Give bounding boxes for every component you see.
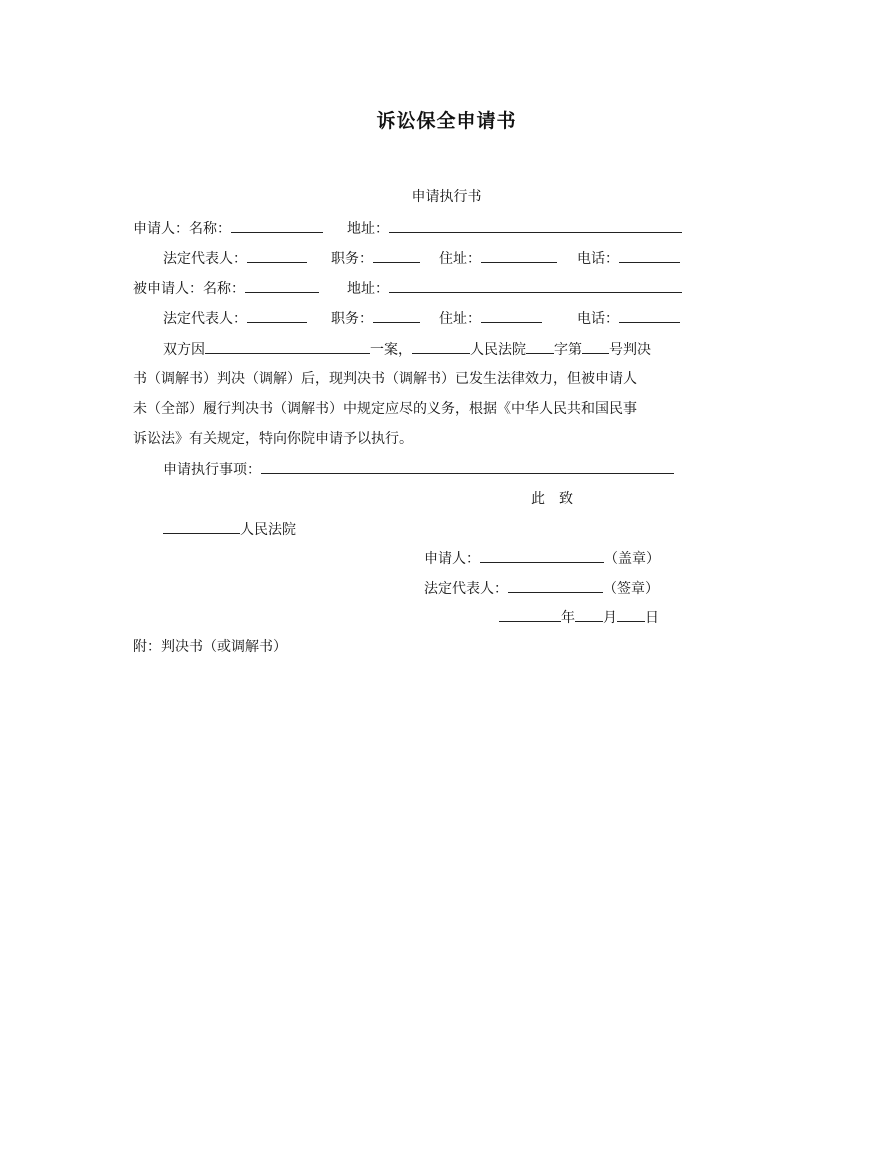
respondent-residence-label: 住址： [439,311,481,327]
applicant-legal-rep-label: 法定代表人： [163,251,247,267]
respondent-legal-rep-label: 法定代表人： [163,311,247,327]
applicant-position-label: 职务： [331,251,373,267]
respondent-legal-rep-blank[interactable] [247,307,307,323]
applicant-address-label: 地址： [347,221,389,237]
body-court: 人民法院 [470,342,526,358]
sign-applicant-label: 申请人： [424,551,480,567]
applicant-residence-label: 住址： [439,251,481,267]
court-blank[interactable] [412,338,470,354]
day-blank[interactable] [617,606,645,622]
applicant-residence-row [439,247,557,269]
applicant-address-row [347,217,682,239]
respondent-position-blank[interactable] [373,307,420,323]
applicant-phone-blank[interactable] [619,247,680,263]
applicant-position-row [331,247,420,269]
subtitle: 申请执行书 [411,189,482,205]
respondent-residence-row [439,307,542,329]
respondent-address-row [347,277,682,299]
body-line-1 [163,338,651,360]
respondent-legal-rep-row [163,307,307,329]
respondent-label: 被申请人： [133,281,203,297]
sign-legal-rep-row [424,577,659,599]
respondent-address-label: 地址： [347,281,389,297]
respondent-residence-blank[interactable] [481,307,542,323]
body-zi: 字第 [554,342,582,358]
applicant-name-blank[interactable] [231,217,323,233]
body-line-3: 未（全部）履行判决书（调解书）中规定应尽的义务，根据《中华人民共和国民事 [133,401,637,417]
hao-blank[interactable] [582,338,609,354]
day-label: 日 [645,610,659,626]
applicant-phone-label: 电话： [577,251,619,267]
body-start: 双方因 [163,342,205,358]
applicant-residence-blank[interactable] [481,247,557,263]
sign-applicant-row [424,547,660,569]
respondent-position-label: 职务： [331,311,373,327]
month-blank[interactable] [575,606,603,622]
court-row [163,518,296,540]
zi-blank[interactable] [526,338,554,354]
applicant-legal-rep-row [163,247,307,269]
items-row [163,458,674,480]
items-label: 申请执行事项： [163,462,261,478]
body-hao: 号判决 [609,342,651,358]
sign-legal-rep-label: 法定代表人： [424,581,508,597]
respondent-name-label: 名称： [203,281,245,297]
body-line-4: 诉讼法》有关规定，特向你院申请予以执行。 [133,431,413,447]
respondent-row [133,277,319,299]
seal-label: （盖章） [604,551,660,567]
applicant-phone-row [577,247,680,269]
year-blank[interactable] [499,606,561,622]
date-row [499,606,659,628]
applicant-row [133,217,323,239]
respondent-phone-row [577,307,680,329]
items-blank[interactable] [261,458,674,474]
applicant-legal-rep-blank[interactable] [247,247,307,263]
sign-applicant-blank[interactable] [480,547,604,563]
sign-legal-rep-blank[interactable] [508,577,603,593]
court-name-blank[interactable] [163,518,240,534]
respondent-phone-label: 电话： [577,311,619,327]
respondent-name-blank[interactable] [245,277,319,293]
applicant-name-label: 名称： [189,221,231,237]
court-label: 人民法院 [240,522,296,538]
case-blank[interactable] [205,338,370,354]
attachment: 附：判决书（或调解书） [133,639,287,655]
signature-label: （签章） [603,581,659,597]
month-label: 月 [603,610,617,626]
closing: 此 致 [531,491,573,507]
year-label: 年 [561,610,575,626]
applicant-position-blank[interactable] [373,247,420,263]
respondent-address-blank[interactable] [389,277,682,293]
applicant-label: 申请人： [133,221,189,237]
document-title: 诉讼保全申请书 [376,110,517,132]
body-line-2: 书（调解书）判决（调解）后，现判决书（调解书）已发生法律效力，但被申请人 [133,371,637,387]
respondent-phone-blank[interactable] [619,307,680,323]
respondent-position-row [331,307,420,329]
body-case: 一案， [370,342,412,358]
applicant-address-blank[interactable] [389,217,682,233]
